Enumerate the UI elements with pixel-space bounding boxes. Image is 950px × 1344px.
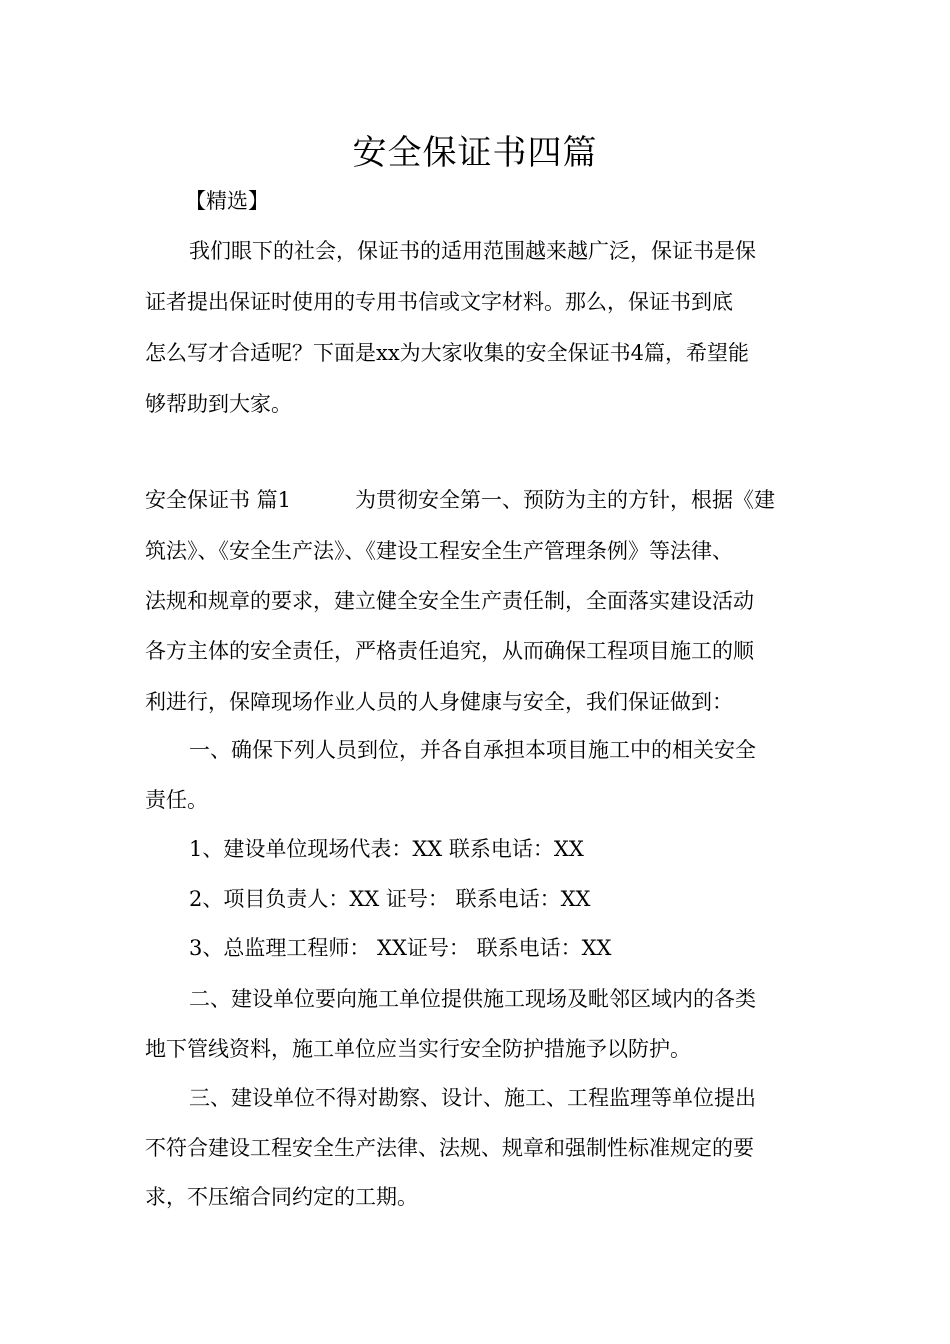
clause-line: 不符合建设工程安全生产法律、法规、规章和强制性标准规定的要: [145, 1136, 754, 1160]
tag-label: 【精选】: [185, 189, 269, 213]
clause-line: 三、建设单位不得对勘察、设计、施工、工程监理等单位提出: [189, 1086, 756, 1110]
clause-line: 求，不压缩合同约定的工期。: [145, 1185, 418, 1209]
body-line: 法规和规章的要求，建立健全安全生产责任制，全面落实建设活动: [145, 589, 754, 613]
clause-line: 一、确保下列人员到位，并各自承担本项目施工中的相关安全: [189, 738, 756, 762]
intro-line: 怎么写才合适呢？下面是xx为大家收集的安全保证书4篇，希望能: [145, 341, 750, 365]
sub-item: 2、项目负责人：XX 证号： 联系电话：XX: [189, 887, 591, 911]
body-line: 各方主体的安全责任，严格责任追究，从而确保工程项目施工的顺: [145, 639, 754, 663]
intro-line: 我们眼下的社会，保证书的适用范围越来越广泛，保证书是保: [189, 239, 756, 263]
clause-line: 二、建设单位要向施工单位提供施工现场及毗邻区域内的各类: [189, 987, 756, 1011]
clause-line: 责任。: [145, 788, 208, 812]
body-line: 为贯彻安全第一、预防为主的方针，根据《建: [355, 488, 775, 512]
intro-line: 够帮助到大家。: [145, 392, 292, 416]
sub-item: 1、建设单位现场代表：XX 联系电话：XX: [189, 837, 584, 861]
intro-line: 证者提出保证时使用的专用书信或文字材料。那么，保证书到底: [145, 290, 733, 314]
body-line: 利进行，保障现场作业人员的人身健康与安全，我们保证做到：: [145, 690, 733, 714]
sub-item: 3、总监理工程师： XX证号： 联系电话：XX: [189, 936, 612, 960]
document-title: 安全保证书四篇: [352, 133, 598, 173]
clause-line: 地下管线资料，施工单位应当实行安全防护措施予以防护。: [145, 1037, 691, 1061]
body-line: 筑法》、《安全生产法》、《建设工程安全生产管理条例》等法律、: [145, 539, 733, 563]
section-heading: 安全保证书 篇1: [145, 488, 292, 512]
